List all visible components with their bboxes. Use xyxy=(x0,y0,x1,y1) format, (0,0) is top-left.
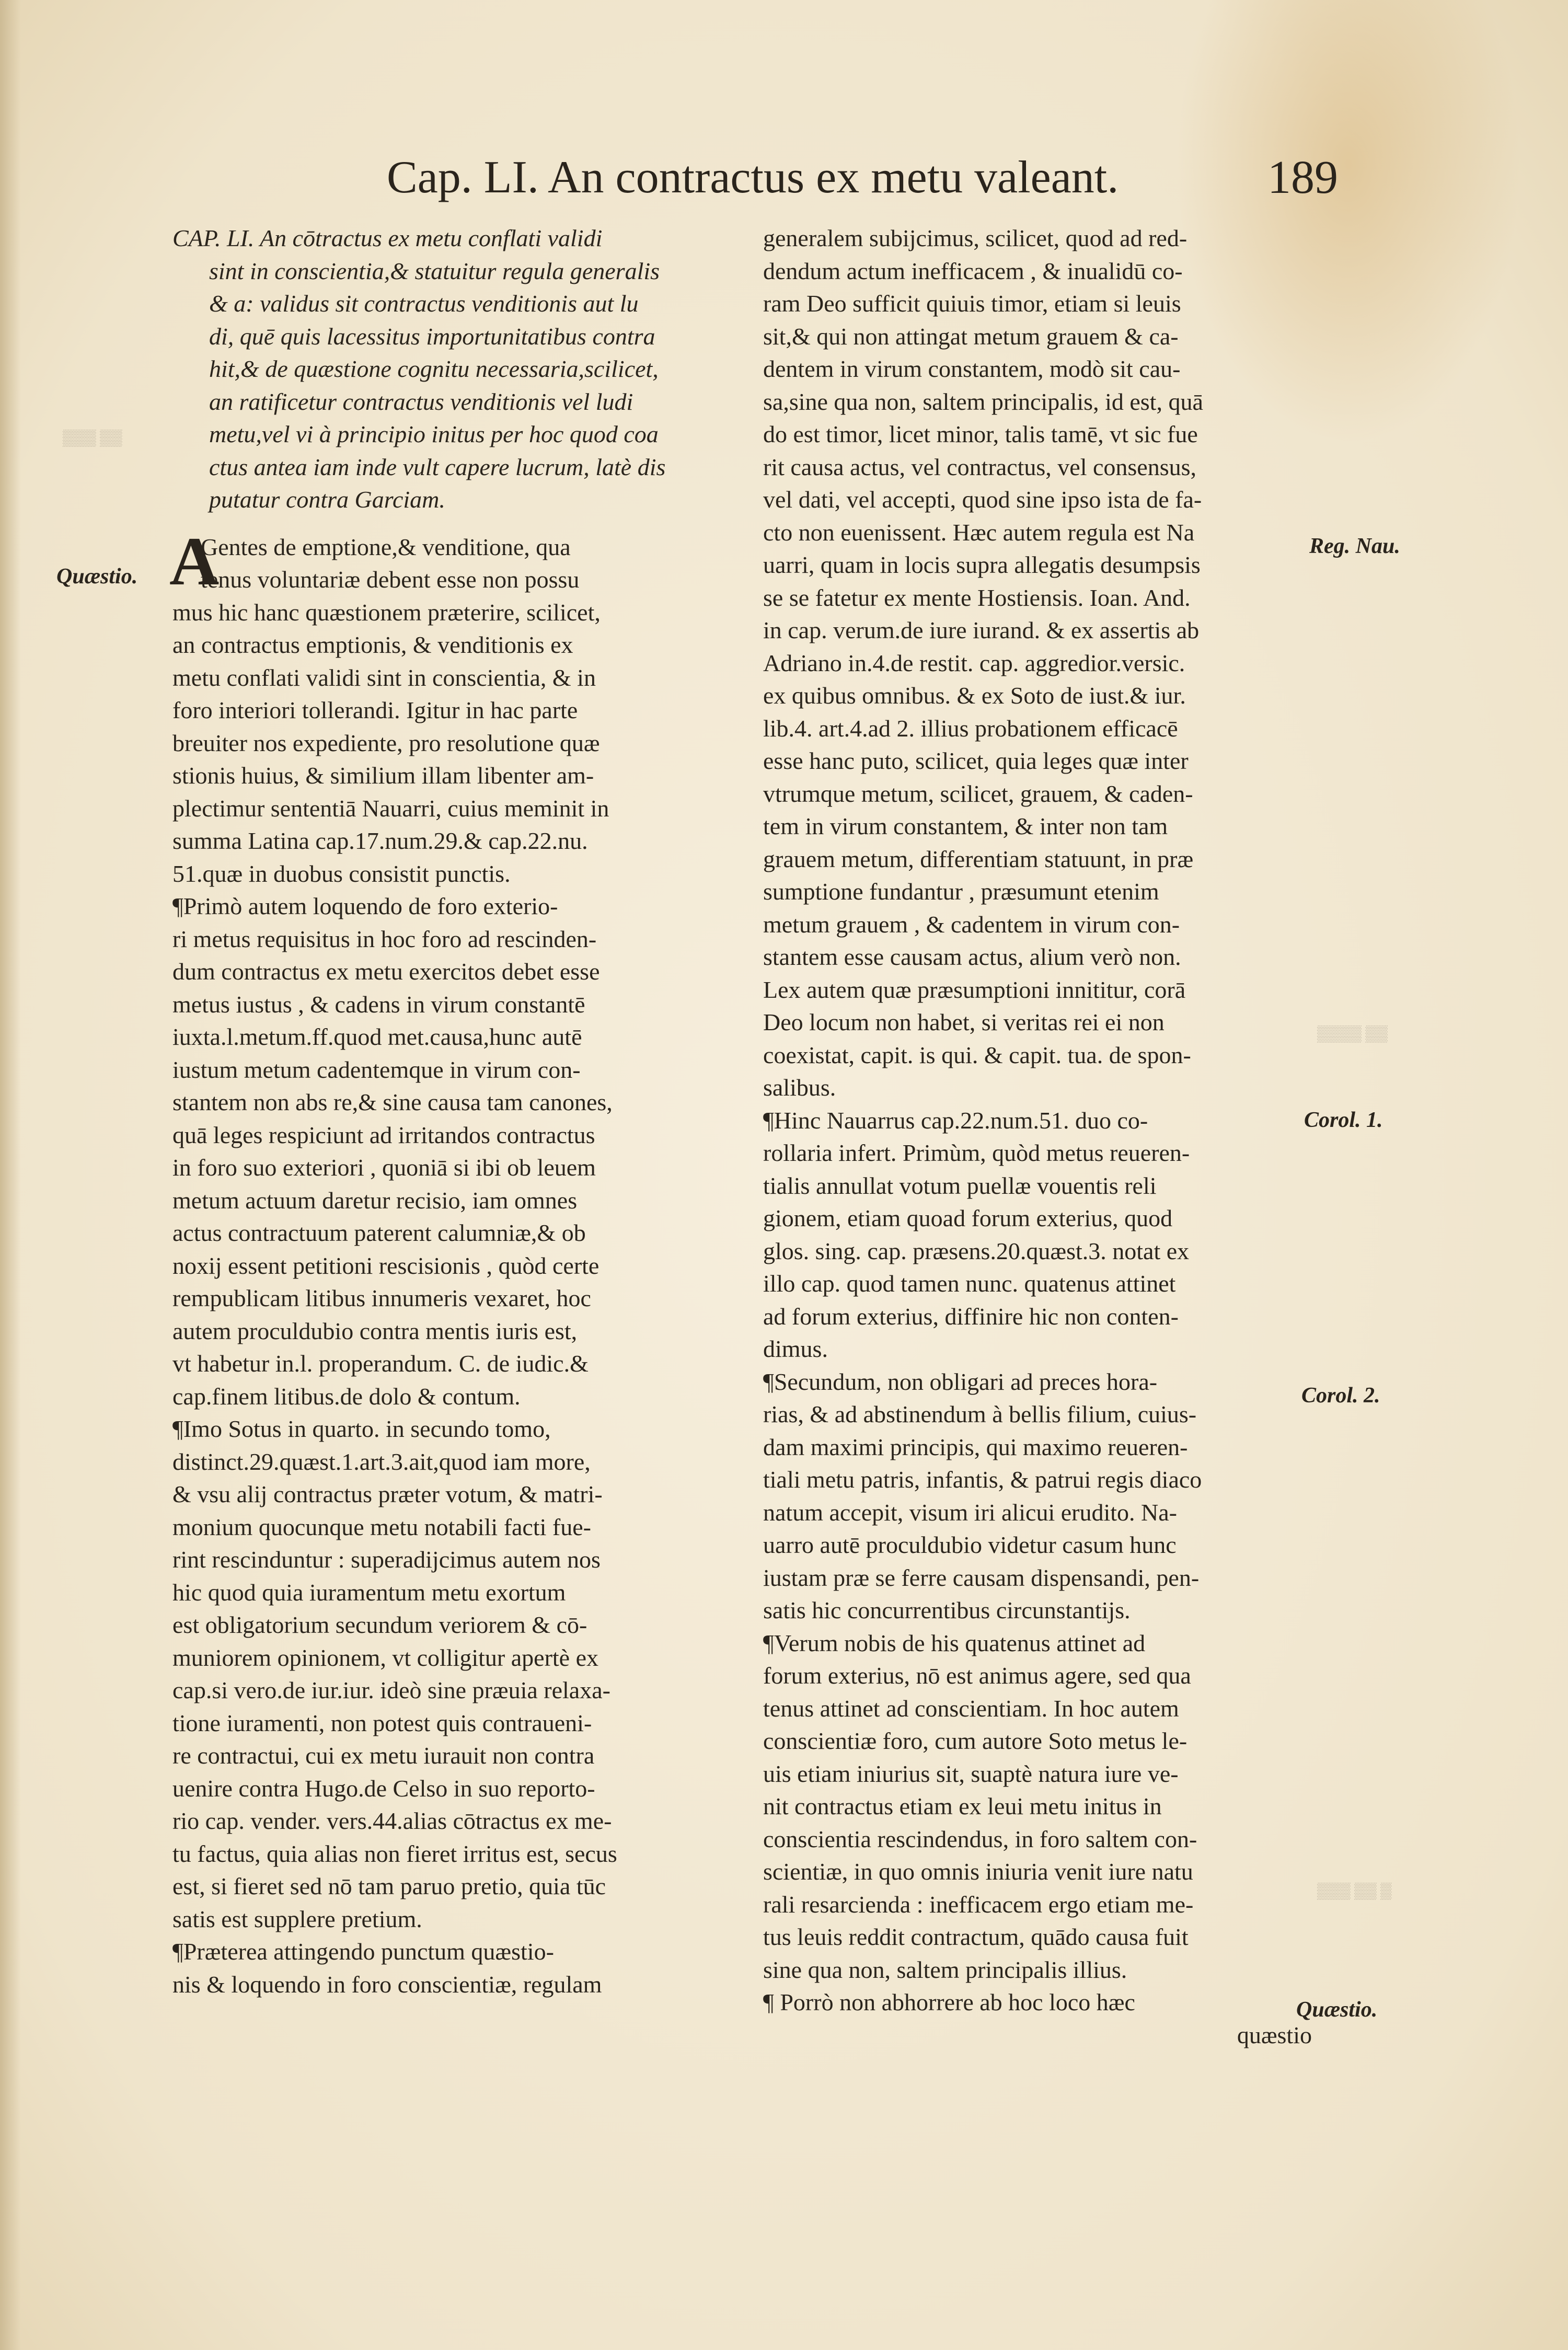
text-line: monium quocunque metu notabili facti fue- xyxy=(172,1513,591,1540)
text-line: forum exterius, nō est animus agere, sed qua xyxy=(763,1662,1191,1689)
text-line: dentem in virum constantem, modò sit cau- xyxy=(763,355,1181,382)
text-line: rali resarcienda : inefficacem ergo etiam me- xyxy=(763,1891,1194,1918)
text-line: salibus. xyxy=(763,1074,836,1101)
text-line: gionem, etiam quoad forum exterius, quod xyxy=(763,1205,1173,1231)
bleed-through-mark: ▒▒▒▒ ▒▒ xyxy=(1317,1025,1388,1042)
text-line: iustam præ se ferre causam dispensandi, pen- xyxy=(763,1564,1200,1591)
text-line: Adriano in.4.de restit. cap. aggredior.versic. xyxy=(763,649,1185,676)
text-line: iuxta.l.metum.ff.quod met.causa,hunc autē xyxy=(172,1023,582,1050)
summary-line: di, quē quis lacessitus importunitatibus contra xyxy=(209,322,655,350)
text-line: dum contractus ex metu exercitos debet esse xyxy=(172,958,600,985)
text-line: ¶Verum nobis de his quatenus attinet ad xyxy=(763,1629,1146,1656)
text-line: sit,& qui non attingat metum grauem & ca- xyxy=(763,322,1179,350)
text-line: quā leges respiciunt ad irritandos contractus xyxy=(172,1121,595,1148)
text-line: rias, & ad abstinendum à bellis filium, cuius- xyxy=(763,1401,1197,1427)
text-line: cap.finem litibus.de dolo & contum. xyxy=(172,1383,521,1410)
text-line: tem in virum constantem, & inter non tam xyxy=(763,813,1168,839)
summary-line: metu,vel vi à principio initus per hoc quod coa xyxy=(209,421,659,447)
summary-line: CAP. LI. An cōtractus ex metu conflati validi xyxy=(172,225,603,251)
text-line: hic quod quia iuramentum metu exortum xyxy=(172,1579,566,1606)
text-line: tiali metu patris, infantis, & patrui regis diaco xyxy=(763,1466,1202,1493)
text-line: Gentes de emptione,& venditione, qua xyxy=(201,533,571,560)
margin-note-quaestio-right: Quæstio. xyxy=(1296,1998,1378,2022)
text-line: ad forum exterius, diffinire hic non conten- xyxy=(763,1303,1179,1330)
text-line: cto non euenissent. Hæc autem regula est Na xyxy=(763,519,1195,546)
text-line: dimus. xyxy=(763,1335,828,1362)
text-line: summa Latina cap.17.num.29.& cap.22.nu. xyxy=(172,827,588,854)
text-line: vtrumque metum, scilicet, grauem, & caden- xyxy=(763,780,1193,807)
text-line: satis hic concurrentibus circunstantijs. xyxy=(763,1597,1131,1623)
paragraph xyxy=(172,1413,721,1936)
paragraph xyxy=(169,522,721,891)
text-line: Lex autem quæ præsumptioni innititur, corā xyxy=(763,976,1186,1003)
text-line: & vsu alij contractus præter votum, & matri- xyxy=(172,1481,603,1507)
summary-line: sint in conscientia,& statuitur regula generalis xyxy=(209,257,660,284)
text-line: uis etiam iniurius sit, suaptè natura iure ve- xyxy=(763,1760,1179,1787)
text-line: sine qua non, saltem principalis illius. xyxy=(763,1956,1127,1983)
text-line: dendum actum inefficacem , & inualidū co- xyxy=(763,257,1183,284)
text-line: nit contractus etiam ex leui metu initus in xyxy=(763,1793,1162,1819)
drop-cap: A xyxy=(169,522,220,600)
text-line: vel dati, vel accepti, quod sine ipso ista de fa- xyxy=(763,486,1202,513)
text-line: uarri, quam in locis supra allegatis desumpsis xyxy=(763,551,1201,578)
text-line: re contractui, cui ex metu iurauit non contra xyxy=(172,1742,595,1769)
text-line: rempublicam litibus innumeris vexaret, hoc xyxy=(172,1285,591,1311)
summary-line: hit,& de quæstione cognitu necessaria,scilicet, xyxy=(209,355,659,382)
margin-note-corollary-1: Corol. 1. xyxy=(1304,1108,1383,1132)
paragraph xyxy=(172,890,721,1413)
text-line: rit causa actus, vel contractus, vel consensus, xyxy=(763,453,1197,480)
text-line: scientiæ, in quo omnis iniuria venit iure natu xyxy=(763,1858,1193,1885)
page-number: 189 xyxy=(1267,152,1338,203)
text-line: generalem subijcimus, scilicet, quod ad red- xyxy=(763,225,1187,251)
text-line: tenus voluntariæ debent esse non possu xyxy=(201,566,580,593)
margin-note-reg-nau: Reg. Nau. xyxy=(1309,534,1400,558)
text-line: sa,sine qua non, saltem principalis, id est, quā xyxy=(763,388,1203,415)
text-line: se se fatetur ex mente Hostiensis. Ioan. And. xyxy=(763,584,1191,611)
text-line: tus leuis reddit contractum, quādo causa fuit xyxy=(763,1923,1189,1950)
left-column xyxy=(169,222,721,2001)
paragraph xyxy=(172,1936,721,2001)
text-line: distinct.29.quæst.1.art.3.ait,quod iam more, xyxy=(172,1448,591,1475)
text-line: sumptione fundantur , præsumunt etenim xyxy=(763,878,1159,905)
text-line: foro interiori tollerandi. Igitur in hac parte xyxy=(172,697,578,723)
paragraph xyxy=(763,222,1312,1104)
text-line: metum grauem , & cadentem in virum con- xyxy=(763,911,1180,938)
text-line: est, si fieret sed nō tam paruo pretio, quia tūc xyxy=(172,1873,606,1899)
catchword: quæstio xyxy=(1237,2021,1312,2048)
text-line: ¶ Porrò non abhorrere ab hoc loco hæc xyxy=(763,1989,1135,2015)
text-line: muniorem opinionem, vt colligitur apertè ex xyxy=(172,1644,599,1671)
text-line: ram Deo sufficit quiuis timor, etiam si leuis xyxy=(763,290,1181,317)
text-line: natum accepit, visum iri alicui erudito. Na- xyxy=(763,1499,1177,1526)
margin-note-corollary-2: Corol. 2. xyxy=(1301,1384,1380,1408)
paragraph xyxy=(763,1366,1312,1627)
text-line: actus contractuum paterent calumniæ,& ob xyxy=(172,1219,586,1246)
running-title: Cap. LI. An contractus ex metu valeant. xyxy=(387,152,1119,203)
margin-note-quaestio: Quæstio. xyxy=(56,565,138,589)
text-line: an contractus emptionis, & venditionis ex xyxy=(172,631,573,658)
text-line: coexistat, capit. is qui. & capit. tua. de spon- xyxy=(763,1041,1191,1068)
text-line: do est timor, licet minor, talis tamē, vt sic fue xyxy=(763,421,1198,447)
bleed-through-mark: ▒▒▒ ▒▒ xyxy=(63,429,122,446)
text-line: ri metus requisitus in hoc foro ad rescinden- xyxy=(172,925,597,952)
summary-line: & a: validus sit contractus venditionis aut lu xyxy=(209,290,639,317)
summary-line: an ratificetur contractus venditionis vel ludi xyxy=(209,388,633,415)
text-line: ¶Imo Sotus in quarto. in secundo tomo, xyxy=(172,1415,551,1442)
text-line: est obligatorium secundum veriorem & cō- xyxy=(172,1611,587,1638)
text-line: autem proculdubio contra mentis iuris est, xyxy=(172,1317,578,1344)
text-line: plectimur sententiā Nauarri, cuius meminit in xyxy=(172,794,609,822)
text-line: metus iustus , & cadens in virum constantē xyxy=(172,990,585,1018)
text-line: in foro suo exteriori , quoniā si ibi ob leuem xyxy=(172,1154,596,1181)
text-line: vt habetur in.l. properandum. C. de iudic.& xyxy=(172,1350,589,1377)
text-line: ¶Præterea attingendo punctum quæstio- xyxy=(172,1938,554,1965)
text-line: conscientiæ foro, cum autore Soto metus le- xyxy=(763,1727,1187,1754)
text-line: rint rescinduntur : superadijcimus autem nos xyxy=(172,1546,601,1573)
text-line: grauem metum, differentiam statuunt, in præ xyxy=(763,845,1194,872)
text-line: conscientia rescindendus, in foro saltem con- xyxy=(763,1825,1197,1852)
text-line: tu factus, quia alias non fieret irritus est, secus xyxy=(172,1840,617,1867)
text-line: tione iuramenti, non potest quis contraueni- xyxy=(172,1709,592,1736)
summary-line: putatur contra Garciam. xyxy=(209,486,445,513)
text-line: stantem esse causam actus, alium verò non. xyxy=(763,943,1181,970)
text-line: mus hic hanc quæstionem præterire, scilicet, xyxy=(172,598,601,626)
text-line: noxij essent petitioni rescisionis , quòd certe xyxy=(172,1252,599,1279)
chapter-summary xyxy=(172,222,721,516)
text-line: ¶Hinc Nauarrus cap.22.num.51. duo co- xyxy=(763,1107,1148,1134)
text-line: illo cap. quod tamen nunc. quatenus attinet xyxy=(763,1270,1176,1297)
text-line: 51.quæ in duobus consistit punctis. xyxy=(172,860,511,887)
text-line: esse hanc puto, scilicet, quia leges quæ inter xyxy=(763,747,1189,774)
paragraph xyxy=(763,1104,1312,1366)
text-line: Deo locum non habet, si veritas rei ei non xyxy=(763,1009,1165,1035)
summary-line: ctus antea iam inde vult capere lucrum, latè dis xyxy=(209,453,666,480)
text-line: metu conflati validi sint in conscientia, & in xyxy=(172,664,596,691)
text-line: uenire contra Hugo.de Celso in suo reporto- xyxy=(172,1775,595,1802)
text-line: rollaria infert. Primùm, quòd metus reueren- xyxy=(763,1139,1190,1166)
text-line: breuiter nos expediente, pro resolutione quæ xyxy=(172,729,600,756)
page-gutter xyxy=(0,0,21,2350)
text-line: uarro autē proculdubio videtur casum hunc xyxy=(763,1531,1177,1558)
paragraph xyxy=(763,1986,1312,2052)
text-line: stantem non abs re,& sine causa tam canones, xyxy=(172,1089,613,1115)
text-line: tenus attinet ad conscientiam. In hoc autem xyxy=(763,1695,1179,1722)
text-line: nis & loquendo in foro conscientiæ, regulam xyxy=(172,1971,602,1998)
text-line: dam maximi principis, qui maximo reueren- xyxy=(763,1433,1188,1460)
right-column xyxy=(763,222,1312,2052)
text-line: glos. sing. cap. præsens.20.quæst.3. notat ex xyxy=(763,1237,1190,1264)
text-line: ¶Secundum, non obligari ad preces hora- xyxy=(763,1368,1158,1395)
text-line: satis est supplere pretium. xyxy=(172,1905,422,1932)
text-line: iustum metum cadentemque in virum con- xyxy=(172,1056,581,1083)
text-line: ex quibus omnibus. & ex Soto de iust.& iur. xyxy=(763,682,1186,709)
text-line: lib.4. art.4.ad 2. illius probationem efficacē xyxy=(763,715,1178,742)
text-line: in cap. verum.de iure iurand. & ex assertis ab xyxy=(763,617,1200,643)
bleed-through-mark: ▒▒▒ ▒▒ ▒ xyxy=(1317,1882,1392,1899)
text-line: tialis annullat votum puellæ vouentis reli xyxy=(763,1172,1157,1199)
text-line: metum actuum daretur recisio, iam omnes xyxy=(172,1186,578,1214)
text-line: stionis huius, & similium illam libenter am- xyxy=(172,762,594,789)
text-line: ¶Primò autem loquendo de foro exterio- xyxy=(172,893,558,919)
text-line: rio cap. vender. vers.44.alias cōtractus ex me- xyxy=(172,1807,612,1834)
text-line: cap.si vero.de iur.iur. ideò sine præuia relaxa- xyxy=(172,1677,610,1703)
paragraph xyxy=(763,1627,1312,1987)
